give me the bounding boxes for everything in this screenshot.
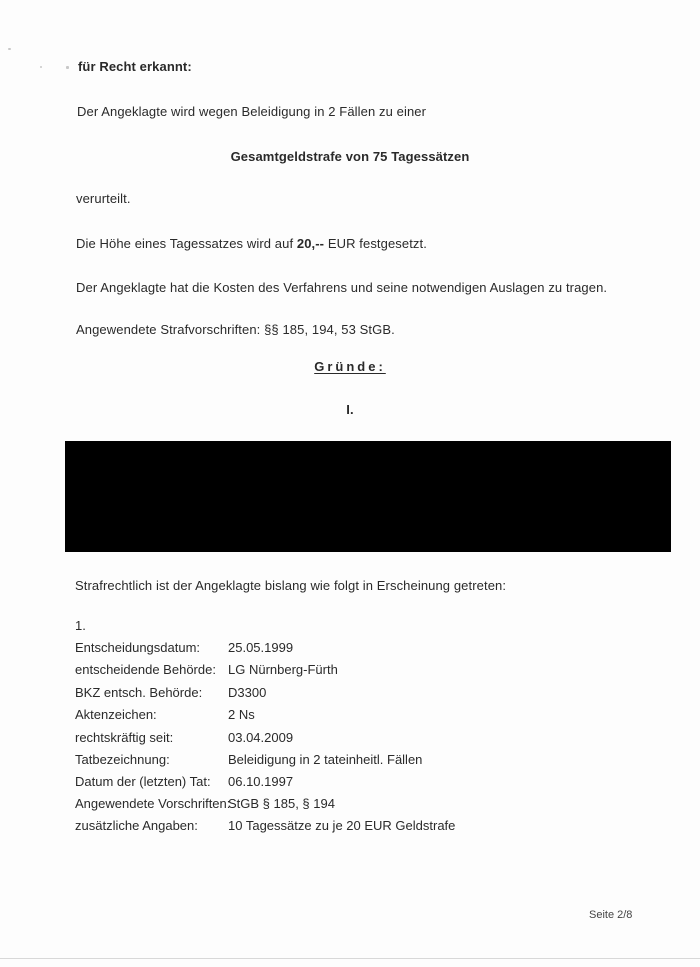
daily-rate-amount: 20,--: [296, 236, 325, 251]
record-row: [75, 796, 635, 814]
scan-speck: [8, 48, 11, 50]
record-value: Beleidigung in 2 tateinheitl. Fällen: [228, 752, 423, 767]
record-number: 1.: [75, 618, 86, 633]
scan-speck: [40, 66, 42, 68]
record-row: [75, 640, 635, 658]
reasons-heading: Gründe:: [314, 359, 386, 374]
page-footer: Seite 2/8: [589, 909, 633, 921]
record-row: [75, 752, 635, 770]
costs-sentence: Der Angeklagte hat die Kosten des Verfahrens und seine notwendigen Auslagen zu tragen.: [76, 280, 608, 295]
record-label: Angewendete Vorschriften:: [75, 796, 231, 811]
record-label: Entscheidungsdatum:: [75, 640, 201, 655]
daily-rate-sentence: [76, 236, 427, 251]
verdict-intro: für Recht erkannt:: [78, 59, 192, 74]
scan-edge-line: [0, 958, 700, 959]
record-row: [75, 662, 635, 680]
applied-provisions: Angewendete Strafvorschriften: §§ 185, 194, 53 StGB.: [76, 322, 395, 337]
record-value: 06.10.1997: [228, 774, 294, 789]
record-label: zusätzliche Angaben:: [75, 818, 198, 833]
record-label: Aktenzeichen:: [75, 707, 157, 722]
record-label: Datum der (letzten) Tat:: [75, 774, 211, 789]
section-number: I.: [346, 402, 354, 417]
record-value: 2 Ns: [228, 707, 255, 722]
redaction-block: [65, 441, 671, 552]
record-value: 03.04.2009: [228, 730, 294, 745]
record-label: rechtskräftig seit:: [75, 730, 174, 745]
record-row: [75, 685, 635, 703]
scan-speck: [66, 66, 69, 69]
record-value: LG Nürnberg-Fürth: [228, 662, 338, 677]
record-row: [75, 818, 635, 836]
record-row: [75, 774, 635, 792]
criminal-record-intro: Strafrechtlich ist der Angeklagte bislang wie folgt in Erscheinung getreten:: [75, 578, 507, 593]
record-value: StGB § 185, § 194: [228, 796, 335, 811]
record-row: [75, 707, 635, 725]
daily-rate-before: Die Höhe eines Tagessatzes wird auf: [76, 236, 297, 251]
verdict-sentence-1: Der Angeklagte wird wegen Beleidigung in 2 Fällen zu einer: [77, 104, 427, 119]
record-row: [75, 730, 635, 748]
daily-rate-after: EUR festgesetzt.: [324, 236, 427, 251]
verdict-sentence-2: verurteilt.: [76, 191, 131, 206]
record-value: D3300: [228, 685, 267, 700]
record-value: 25.05.1999: [228, 640, 294, 655]
record-value: 10 Tagessätze zu je 20 EUR Geldstrafe: [228, 818, 456, 833]
record-label: entscheidende Behörde:: [75, 662, 216, 677]
record-label: BKZ entsch. Behörde:: [75, 685, 203, 700]
record-label: Tatbezeichnung:: [75, 752, 170, 767]
penalty-heading: Gesamtgeldstrafe von 75 Tagessätzen: [230, 149, 470, 164]
